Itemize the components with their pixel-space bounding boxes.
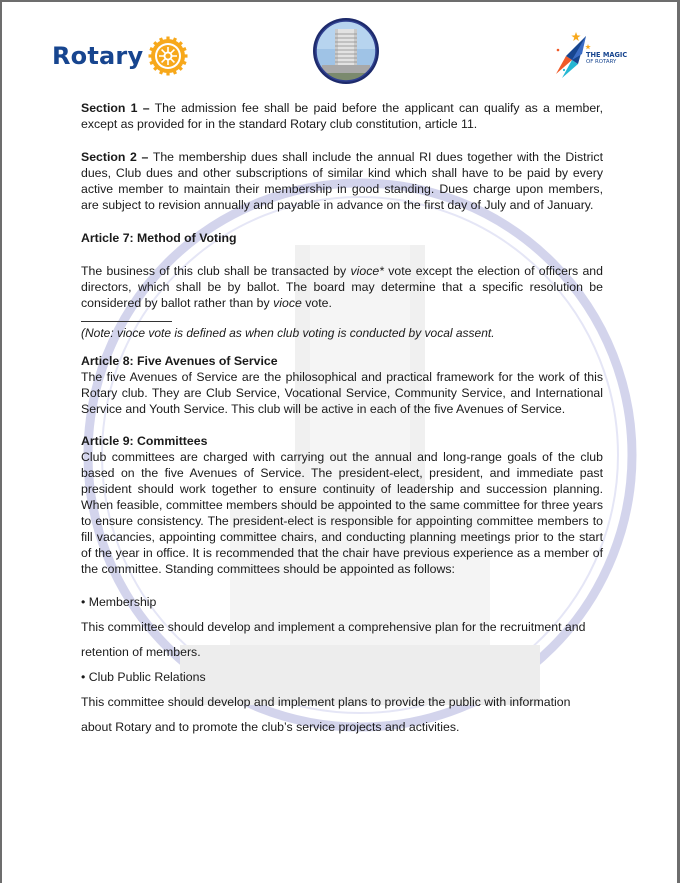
article-7-italic-a: vioce* — [350, 264, 384, 278]
rotary-wheel-icon — [148, 36, 188, 76]
rotary-logo — [52, 34, 188, 78]
section-1-paragraph — [81, 100, 603, 132]
committee-membership-description: This committee should develop and implement a comprehensive plan for the recruitment and retention of members. — [81, 620, 586, 659]
article-7-text-a: The business of this club shall be transacted by — [81, 264, 351, 278]
section-1-text: The admission fee shall be paid before the applicant can qualify as a member, except as provided for in the standard Rotary club constitution, article 11. — [81, 101, 603, 131]
page-top-edge — [0, 0, 680, 2]
article-7-paragraph — [81, 263, 603, 311]
footnote-rule — [81, 321, 172, 322]
article-8-paragraph: The five Avenues of Service are the philosophical and practical framework for the work of this Rotary club. They are Club Service, Vocational Service, Community Service, and International Service and Youth Service. This club will be active in each of the five Avenues of Service. — [81, 370, 603, 416]
article-9-heading: Article 9: Committees — [81, 434, 208, 448]
building-emblem-icon — [312, 17, 380, 85]
article-7-text-c: vote. — [301, 296, 332, 310]
committee-public-relations-bullet: • Club Public Relations — [81, 670, 206, 684]
section-2-paragraph — [81, 149, 603, 213]
magic-of-rotary-logo — [552, 30, 652, 82]
section-2-text: The membership dues shall include the annual RI dues together with the District dues, Club dues and other subscriptions of similar kind which shall have to be paid by every active member to maintain their membership in good standing. Dues charge upon members, are subject to revision annually and payable in advance on the first day of July and of January. — [81, 150, 603, 212]
article-8-heading: Article 8: Five Avenues of Service — [81, 354, 278, 368]
committee-membership-bullet: • Membership — [81, 595, 157, 609]
footnote-text: (Note: vioce vote is defined as when club voting is conducted by vocal assent. — [81, 326, 495, 340]
article-7-text-b: vote except the election of officers and directors, which shall be by ballot. The board may determine that a specific resolution be considered by ballot rather than by — [81, 264, 603, 310]
article-9-paragraph: Club committees are charged with carrying out the annual and long-range goals of the club based on the five Avenues of Service. The president-elect, president, and immediate past president should work together to ensure continuity of leadership and succession planning. When feasible, committee members should be appointed to the same committee for three years to ensure consistency. The president-elect is responsible for appointing committee members to fill vacancies, appointing committee chairs, and conducting planning meetings prior to the start of the year in office. It is recommended that the chair have previous experience as a member of the committee. Standing committees should be appointed as follows: — [81, 450, 603, 576]
page-left-edge — [0, 0, 2, 883]
rotary-logo-text: Rotary — [52, 42, 144, 70]
magic-logo-line1: THE MAGIC — [586, 51, 628, 59]
section-2-label: Section 2 – — [81, 150, 149, 164]
magic-logo-line2: OF ROTARY — [586, 59, 617, 65]
magic-logo-text — [586, 52, 627, 66]
committee-public-relations-description: This committee should develop and implement plans to provide the public with information about Rotary and to promote the club’s service projects and activities. — [81, 695, 571, 734]
document-body — [81, 100, 603, 740]
article-7-heading: Article 7: Method of Voting — [81, 231, 237, 245]
article-7-italic-b: vioce — [273, 296, 302, 310]
section-1-label: Section 1 – — [81, 101, 150, 115]
